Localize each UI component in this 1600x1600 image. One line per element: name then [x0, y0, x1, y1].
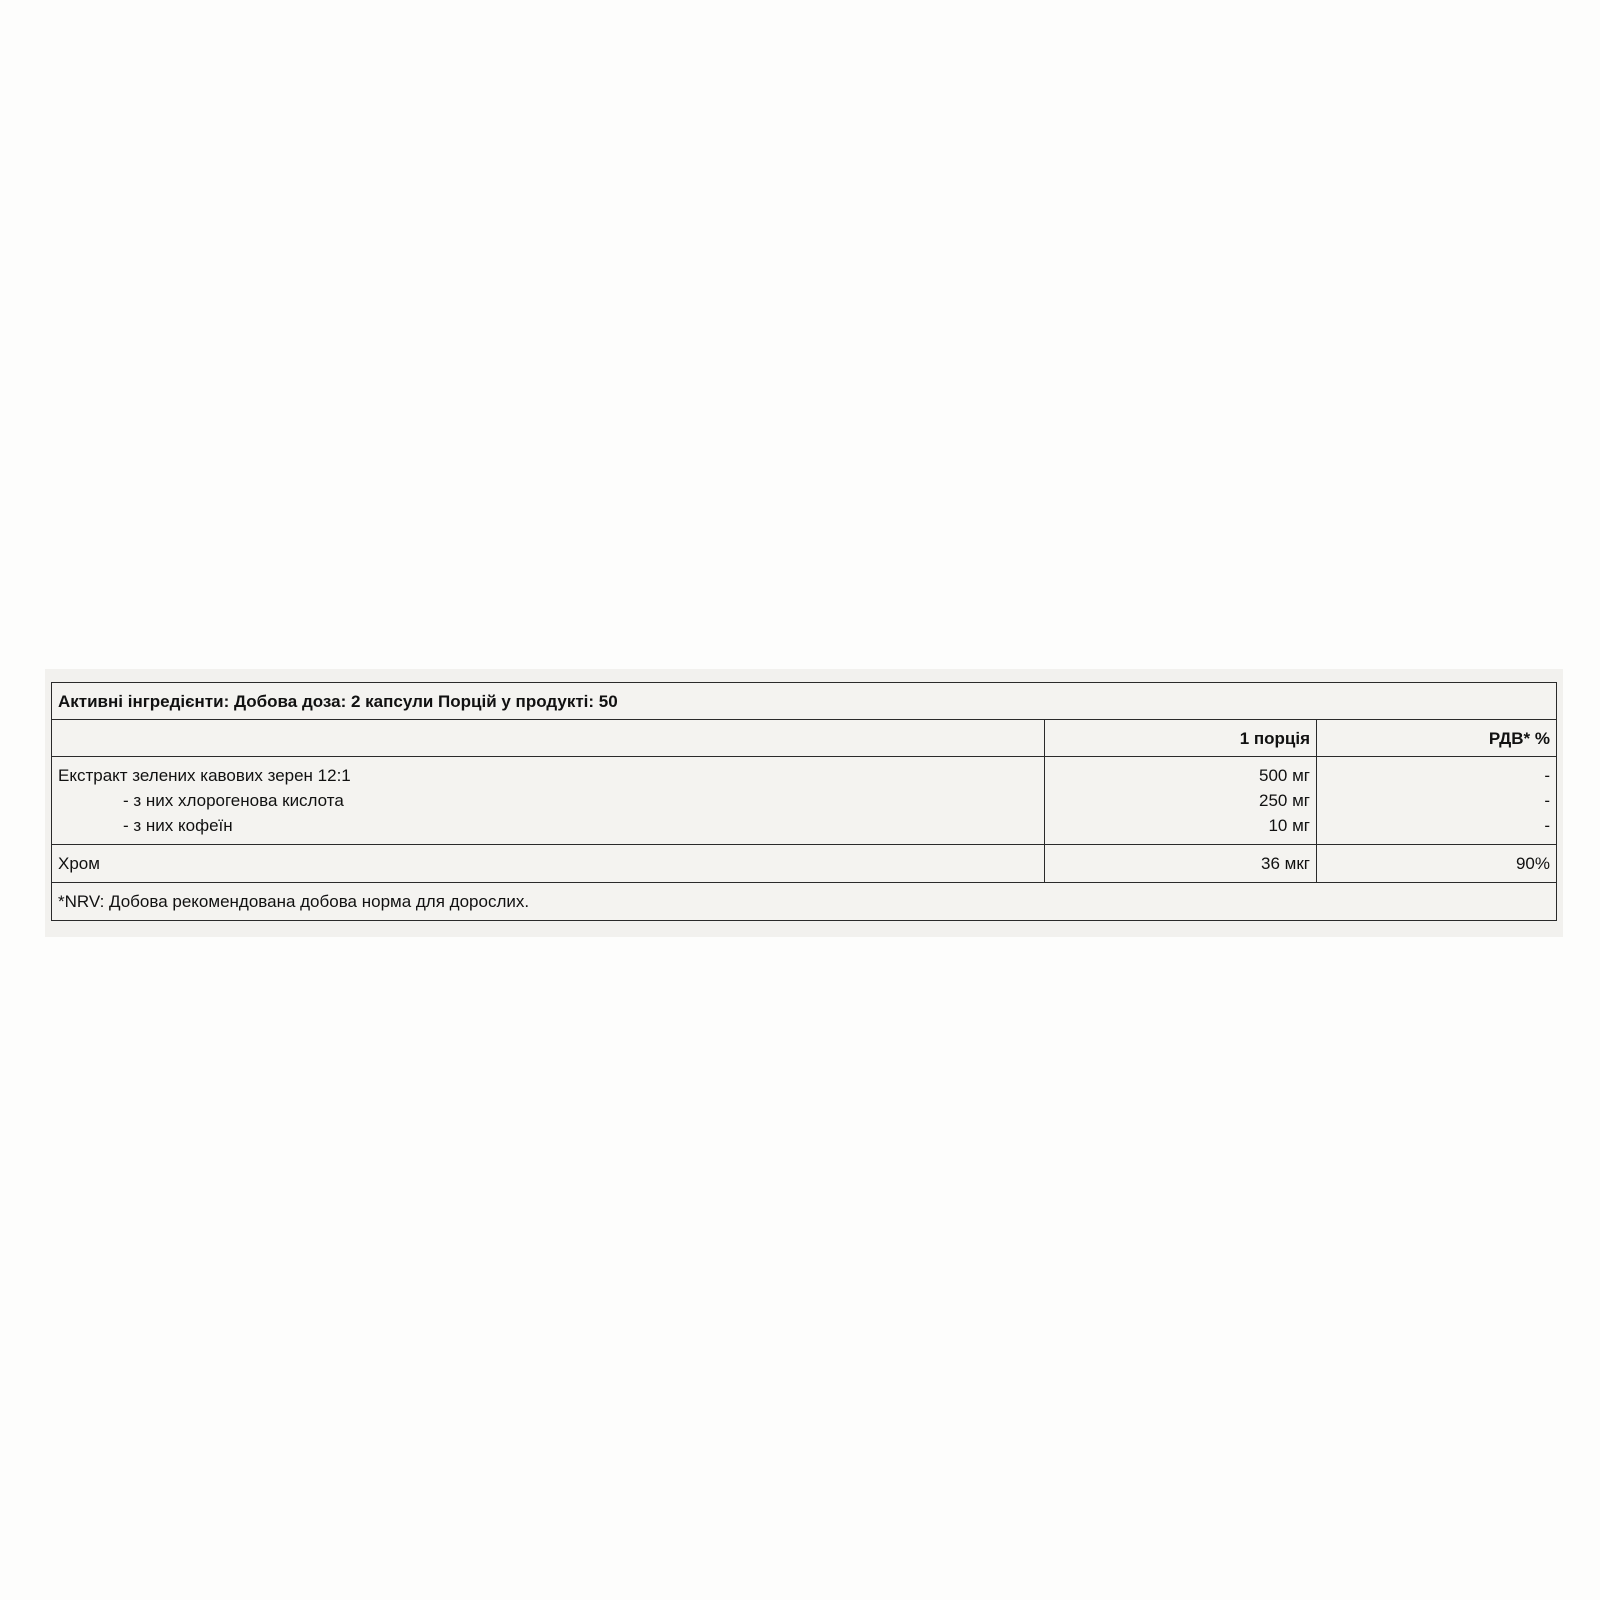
serving-amount: 10 мг: [1268, 816, 1310, 835]
table-title-row: [52, 683, 1557, 720]
ingredient-name-cell: [52, 757, 1045, 845]
ingredient-name: Хром: [52, 845, 1045, 883]
serving-amount: 36 мкг: [1045, 845, 1317, 883]
table-footnote-row: [52, 883, 1557, 921]
serving-amount: 250 мг: [1259, 791, 1310, 810]
header-ingredient: [52, 720, 1045, 757]
supplement-facts-panel: [45, 669, 1563, 937]
nrv-value: -: [1544, 816, 1550, 835]
header-nrv: РДВ* %: [1317, 720, 1557, 757]
sub-ingredient-name: - з них кофеїн: [123, 816, 233, 835]
table-footnote: *NRV: Добова рекомендована добова норма для дорослих.: [52, 883, 1557, 921]
table-title: Активні інгредієнти: Добова доза: 2 капсули Порцій у продукті: 50: [52, 683, 1557, 720]
nrv-value: 90%: [1317, 845, 1557, 883]
table-row: [52, 845, 1557, 883]
serving-amount: 500 мг: [1259, 766, 1310, 785]
sub-ingredient-name: - з них хлорогенова кислота: [123, 791, 344, 810]
header-serving: 1 порція: [1045, 720, 1317, 757]
table-row: [52, 757, 1557, 845]
nrv-value: -: [1544, 791, 1550, 810]
serving-cell: [1045, 757, 1317, 845]
nrv-value: -: [1544, 766, 1550, 785]
table-header-row: [52, 720, 1557, 757]
nrv-cell: [1317, 757, 1557, 845]
ingredient-name: Екстракт зелених кавових зерен 12:1: [58, 766, 351, 785]
supplement-facts-table: [51, 682, 1557, 921]
